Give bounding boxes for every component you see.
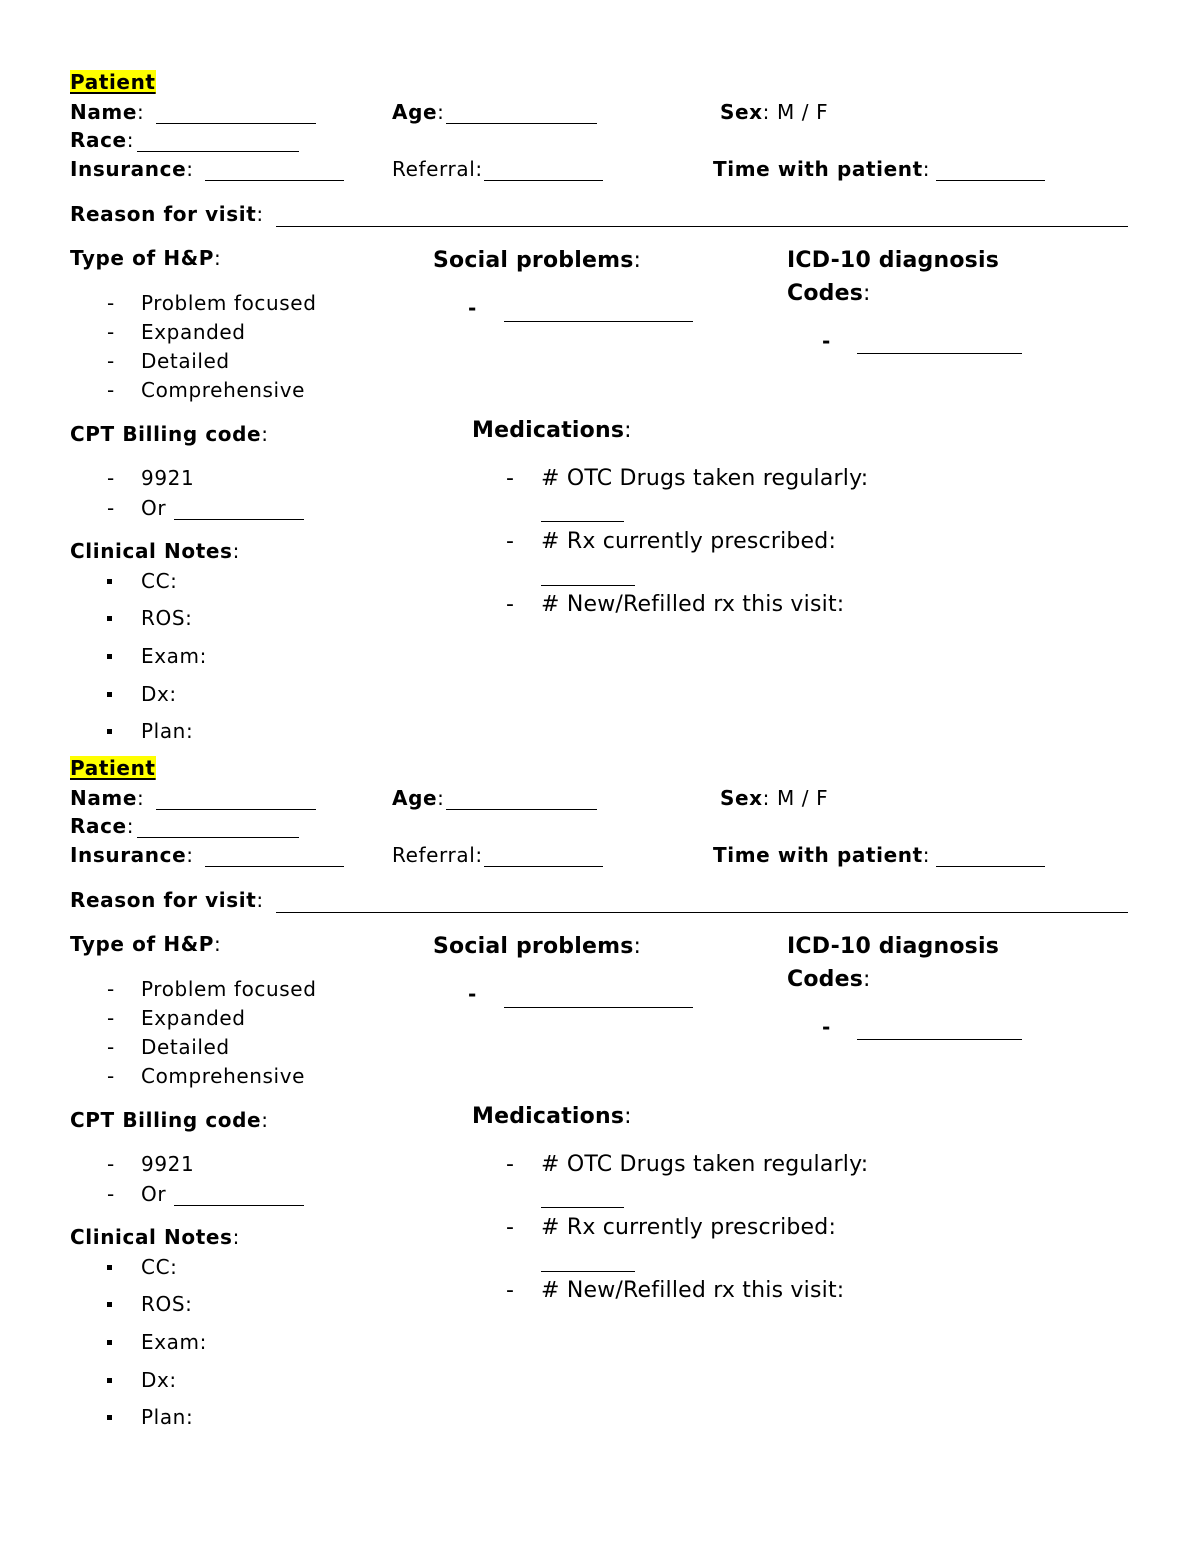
medications-label: Medications: <box>472 418 632 443</box>
list-dash: - <box>468 296 477 320</box>
list-dash: - <box>506 1215 515 1240</box>
icd-label: ICD-10 diagnosis <box>787 934 999 959</box>
type-hp-item: Problem focused <box>141 977 317 1001</box>
insurance-field[interactable] <box>205 180 344 181</box>
social-problem-field[interactable] <box>504 1007 693 1008</box>
list-dash: - <box>107 1182 115 1206</box>
age-field[interactable] <box>446 123 597 124</box>
referral-field[interactable] <box>484 866 603 867</box>
age-label: Age: <box>392 786 445 810</box>
insurance-label: Insurance: <box>70 843 194 867</box>
time-label: Time with patient: <box>713 843 931 867</box>
med-otc-field[interactable] <box>541 1207 624 1208</box>
list-dash: - <box>506 1278 515 1303</box>
social-problem-field[interactable] <box>504 321 693 322</box>
reason-field[interactable] <box>276 226 1128 227</box>
type-hp-item: Problem focused <box>141 291 317 315</box>
name-label: Name: <box>70 786 145 810</box>
sex-label: Sex: M / F <box>720 100 829 124</box>
reason-label: Reason for visit: <box>70 202 264 226</box>
med-otc-field[interactable] <box>541 521 624 522</box>
icd-code-field[interactable] <box>857 1039 1022 1040</box>
bullet-icon <box>107 579 112 584</box>
reason-field[interactable] <box>276 912 1128 913</box>
bullet-icon <box>107 1265 112 1270</box>
type-hp-item: Comprehensive <box>141 1064 306 1088</box>
list-dash: - <box>107 1152 115 1176</box>
list-dash: - <box>107 1006 115 1030</box>
referral-label: Referral: <box>392 843 483 867</box>
list-dash: - <box>107 349 115 373</box>
bullet-icon <box>107 1302 112 1307</box>
icd-codes-label: Codes: <box>787 967 871 992</box>
clinical-cc: CC: <box>141 1255 178 1279</box>
medications-label: Medications: <box>472 1104 632 1129</box>
time-field[interactable] <box>936 866 1045 867</box>
referral-label: Referral: <box>392 157 483 181</box>
list-dash: - <box>107 320 115 344</box>
bullet-icon <box>107 1415 112 1420</box>
list-dash: - <box>506 1152 515 1177</box>
list-dash: - <box>107 466 115 490</box>
race-field[interactable] <box>137 151 299 152</box>
insurance-field[interactable] <box>205 866 344 867</box>
list-dash: - <box>822 1015 831 1039</box>
icd-code-field[interactable] <box>857 353 1022 354</box>
patient-header: Patient <box>70 70 156 94</box>
list-dash: - <box>107 378 115 402</box>
type-hp-label: Type of H&P: <box>70 246 222 270</box>
sex-label: Sex: M / F <box>720 786 829 810</box>
list-dash: - <box>468 982 477 1006</box>
cpt-code-item: 9921 <box>141 1152 195 1176</box>
clinical-exam: Exam: <box>141 644 207 668</box>
list-dash: - <box>506 592 515 617</box>
list-dash: - <box>107 291 115 315</box>
med-rx-field[interactable] <box>541 1271 635 1272</box>
clinical-dx: Dx: <box>141 682 177 706</box>
med-new-label: # New/Refilled rx this visit: <box>541 592 845 617</box>
bullet-icon <box>107 1378 112 1383</box>
cpt-other-field[interactable] <box>174 519 304 520</box>
list-dash: - <box>107 496 115 520</box>
list-dash: - <box>107 1064 115 1088</box>
bullet-icon <box>107 616 112 621</box>
type-hp-item: Comprehensive <box>141 378 306 402</box>
social-problems-label: Social problems: <box>433 934 642 959</box>
name-field[interactable] <box>156 123 316 124</box>
type-hp-item: Detailed <box>141 1035 230 1059</box>
med-new-label: # New/Refilled rx this visit: <box>541 1278 845 1303</box>
clinical-exam: Exam: <box>141 1330 207 1354</box>
name-field[interactable] <box>156 809 316 810</box>
med-otc-label: # OTC Drugs taken regularly: <box>541 466 869 491</box>
time-label: Time with patient: <box>713 157 931 181</box>
age-label: Age: <box>392 100 445 124</box>
patient-form-2 <box>0 686 1200 1429</box>
bullet-icon <box>107 1340 112 1345</box>
cpt-label: CPT Billing code: <box>70 422 269 446</box>
bullet-icon <box>107 654 112 659</box>
clinical-notes-label: Clinical Notes: <box>70 1225 240 1249</box>
med-rx-label: # Rx currently prescribed: <box>541 1215 837 1240</box>
clinical-plan: Plan: <box>141 719 194 743</box>
type-hp-label: Type of H&P: <box>70 932 222 956</box>
cpt-code-item: 9921 <box>141 466 195 490</box>
list-dash: - <box>107 977 115 1001</box>
med-rx-label: # Rx currently prescribed: <box>541 529 837 554</box>
med-otc-label: # OTC Drugs taken regularly: <box>541 1152 869 1177</box>
cpt-other-field[interactable] <box>174 1205 304 1206</box>
cpt-label: CPT Billing code: <box>70 1108 269 1132</box>
icd-codes-label: Codes: <box>787 281 871 306</box>
patient-header: Patient <box>70 756 156 780</box>
time-field[interactable] <box>936 180 1045 181</box>
insurance-label: Insurance: <box>70 157 194 181</box>
race-label: Race: <box>70 128 135 152</box>
clinical-dx: Dx: <box>141 1368 177 1392</box>
race-field[interactable] <box>137 837 299 838</box>
list-dash: - <box>506 466 515 491</box>
list-dash: - <box>506 529 515 554</box>
med-rx-field[interactable] <box>541 585 635 586</box>
type-hp-item: Expanded <box>141 320 246 344</box>
clinical-ros: ROS: <box>141 606 193 630</box>
patient-form-1 <box>0 0 1200 743</box>
referral-field[interactable] <box>484 180 603 181</box>
list-dash: - <box>107 1035 115 1059</box>
name-label: Name: <box>70 100 145 124</box>
cpt-or-label: Or <box>141 1182 167 1206</box>
social-problems-label: Social problems: <box>433 248 642 273</box>
list-dash: - <box>822 329 831 353</box>
icd-label: ICD-10 diagnosis <box>787 248 999 273</box>
cpt-or-label: Or <box>141 496 167 520</box>
clinical-plan: Plan: <box>141 1405 194 1429</box>
race-label: Race: <box>70 814 135 838</box>
age-field[interactable] <box>446 809 597 810</box>
clinical-notes-label: Clinical Notes: <box>70 539 240 563</box>
type-hp-item: Expanded <box>141 1006 246 1030</box>
clinical-cc: CC: <box>141 569 178 593</box>
reason-label: Reason for visit: <box>70 888 264 912</box>
clinical-ros: ROS: <box>141 1292 193 1316</box>
type-hp-item: Detailed <box>141 349 230 373</box>
